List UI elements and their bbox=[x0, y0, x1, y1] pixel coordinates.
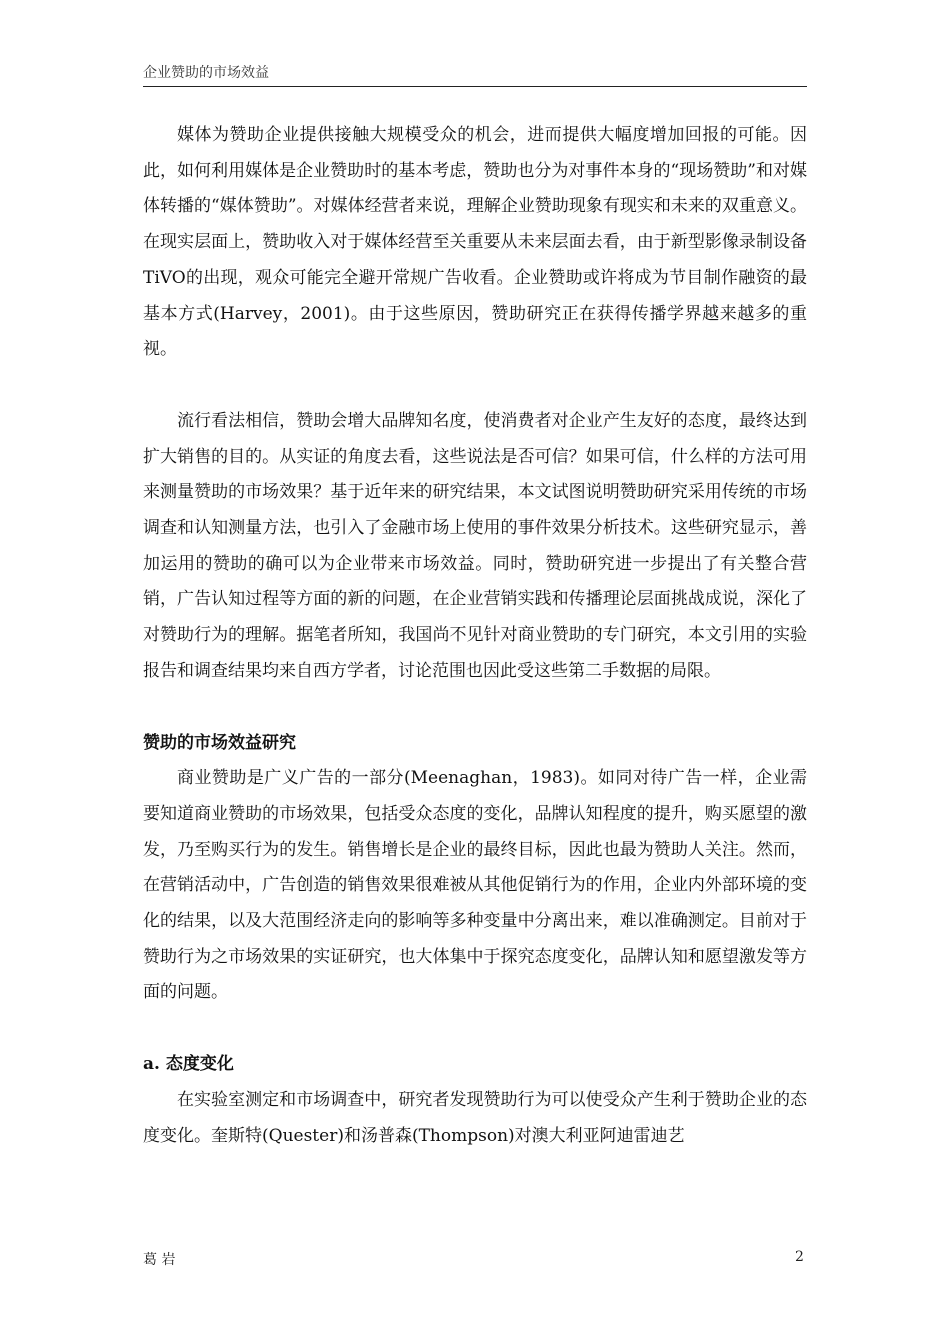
paragraph-media-sponsorship: 媒体为赞助企业提供接触大规模受众的机会，进而提供大幅度增加回报的可能。因此，如何利用媒体是企业赞助时的基本考虑，赞助也分为对事件本身的“现场赞助”和对媒体转播的“媒体赞助”。对媒体经营者来说，理解企业赞助现象有现实和未来的双重意义。在现实层面上，赞助收入对于媒体经营至关重要从未来层面去看，由于新型影像录制设备TiVO的出现，观众可能完全避开常规广告收看。企业赞助或许将成为节目制作融资的最基本方式(Harvey，2001)。由于这些原因，赞助研究正在获得传播学界越来越多的重视。 bbox=[143, 125, 807, 360]
page-number: 2 bbox=[795, 1249, 804, 1265]
subsection-heading: a. 态度变化 bbox=[143, 1054, 234, 1075]
paragraph-commercial-sponsorship: 商业赞助是广义广告的一部分(Meenaghan，1983)。如同对待广告一样，企业需要知道商业赞助的市场效果，包括受众态度的变化，品牌认知程度的提升，购买愿望的激发，乃至购买行为的发生。销售增长是企业的最终目标，因此也最为赞助人关注。然而，在营销活动中，广告创造的销售效果很难被从其他促销行为的作用，企业内外部环境的变化的结果，以及大范围经济走向的影响等多种变量中分离出来，难以准确测定。目前对于赞助行为之市场效果的实证研究，也大体集中于探究态度变化，品牌认知和愿望激发等方面的问题。 bbox=[143, 768, 807, 1003]
running-header bbox=[143, 62, 807, 87]
page-body bbox=[143, 118, 807, 1154]
paragraph-common-view: 流行看法相信，赞助会增大品牌知名度，使消费者对企业产生友好的态度，最终达到扩大销售的目的。从实证的角度去看，这些说法是否可信？如果可信，什么样的方法可用来测量赞助的市场效果？基于近年来的研究结果，本文试图说明赞助研究采用传统的市场调查和认知测量方法，也引入了金融市场上使用的事件效果分析技术。这些研究显示，善加运用的赞助的确可以为企业带来市场效益。同时，赞助研究进一步提出了有关整合营销，广告认知过程等方面的新的问题，在企业营销实践和传播理论层面挑战成说，深化了对赞助行为的理解。据笔者所知，我国尚不见针对商业赞助的专门研究，本文引用的实验报告和调查结果均来自西方学者，讨论范围也因此受这些第二手数据的局限。 bbox=[143, 410, 807, 681]
paragraph-attitude-change: 在实验室测定和市场调查中，研究者发现赞助行为可以使受众产生利于赞助企业的态度变化。奎斯特(Quester)和汤普森(Thompson)对澳大利亚阿迪雷迪艺 bbox=[143, 1089, 807, 1146]
section-heading: 赞助的市场效益研究 bbox=[143, 732, 296, 753]
footer-author: 葛 岩 bbox=[143, 1252, 176, 1268]
running-title: 企业赞助的市场效益 bbox=[143, 65, 269, 81]
